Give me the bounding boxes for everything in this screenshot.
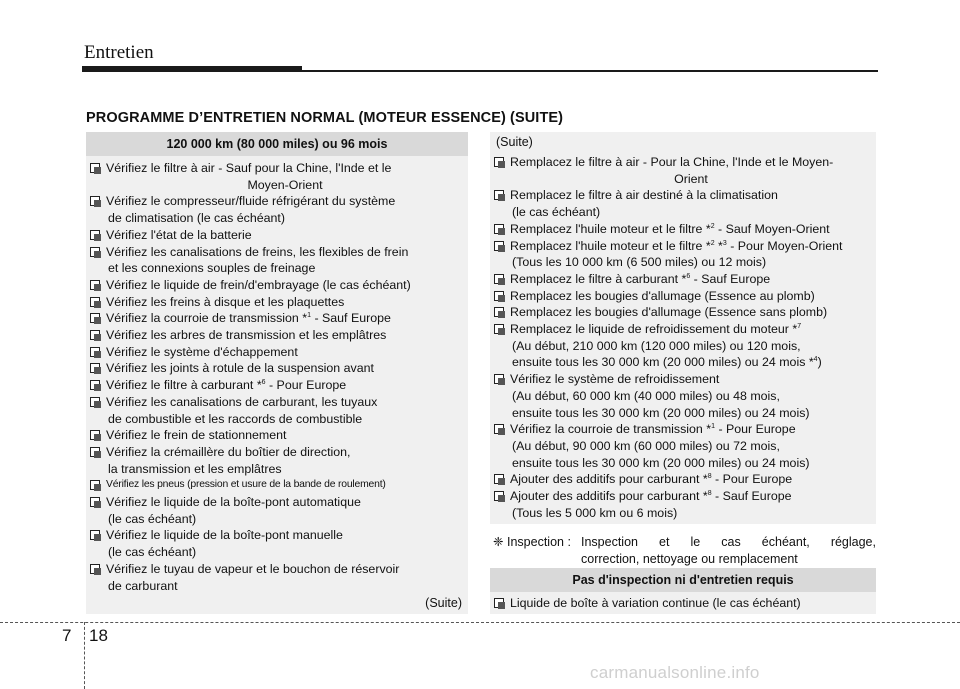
item-text: Vérifiez le tuyau de vapeur et le bouchon de réservoir <box>106 561 400 576</box>
footnote-label: Inspection : <box>507 535 571 549</box>
checkbox-icon <box>494 274 504 284</box>
item-line-1 <box>510 322 801 336</box>
item-text: ensuite tous les 30 000 km (20 000 miles) ou 24 mois) <box>512 455 810 470</box>
item-text: Vérifiez les canalisations de carburant, les tuyaux <box>106 394 378 409</box>
footnote-ref: 6 <box>261 379 266 387</box>
footnote-mark-icon: ❈ <box>493 535 504 549</box>
checkbox-icon <box>494 598 504 608</box>
item-text: Vérifiez la crémaillère du boîtier de direction, <box>106 444 351 459</box>
item-line-1 <box>106 445 351 459</box>
checkbox-icon <box>90 430 100 440</box>
checklist-item <box>90 310 464 327</box>
checkbox-icon <box>494 190 504 200</box>
item-text: Remplacez le liquide de refroidissement du moteur * <box>510 322 798 337</box>
section-title: PROGRAMME D’ENTRETIEN NORMAL (MOTEUR ESSENCE) (SUITE) <box>86 110 564 126</box>
item-text: - Sauf Europe <box>311 311 391 326</box>
checklist-item <box>90 277 464 294</box>
item-text: - Pour Moyen-Orient <box>726 238 843 253</box>
item-line-1 <box>106 194 395 208</box>
checkbox-icon <box>90 480 100 490</box>
item-text: Ajouter des additifs pour carburant * <box>510 489 708 504</box>
item-text: Vérifiez les joints à rotule de la suspension avant <box>106 361 374 376</box>
item-text: ensuite tous les 30 000 km (20 000 miles) ou 24 mois) <box>512 405 810 420</box>
item-line-1 <box>510 155 833 169</box>
checkbox-icon <box>494 474 504 484</box>
footnote-ref: 2 <box>710 239 715 247</box>
item-line-1 <box>510 489 792 503</box>
checklist-item <box>494 371 872 421</box>
item-line-3 <box>510 354 872 371</box>
item-text: - Pour Europe <box>711 472 793 487</box>
item-line-1 <box>106 428 286 442</box>
checkbox-icon <box>90 347 100 357</box>
item-line-1 <box>106 479 386 490</box>
item-line-1 <box>106 395 377 409</box>
right-panel <box>490 132 876 524</box>
checkbox-icon <box>90 380 100 390</box>
watermark: carmanualsonline.info <box>590 663 760 682</box>
checkbox-icon <box>494 157 504 167</box>
checkbox-icon <box>90 163 100 173</box>
checklist-item <box>494 288 872 305</box>
checklist-item <box>90 227 464 244</box>
left-checklist <box>86 156 468 594</box>
item-text: ) <box>817 355 822 370</box>
left-panel-heading: 120 000 km (80 000 miles) ou 96 mois <box>86 132 468 156</box>
checklist-item <box>90 377 464 394</box>
item-line-2: (le cas échéant) <box>108 511 197 526</box>
item-text: Vérifiez les canalisations de freins, les flexibles de frein <box>106 244 409 259</box>
checkbox-icon <box>90 564 100 574</box>
checkbox-icon <box>90 247 100 257</box>
item-text: Remplacez les bougies d'allumage (Essence sans plomb) <box>510 305 828 320</box>
item-line-1 <box>106 228 252 242</box>
item-line-2: de carburant <box>108 578 178 593</box>
item-text: Vérifiez la courroie de transmission * <box>510 422 712 437</box>
checklist-item <box>494 595 872 612</box>
item-line-2: (Tous les 5 000 km ou 6 mois) <box>512 505 678 520</box>
item-line-1 <box>106 378 346 392</box>
item-text: * <box>714 238 723 253</box>
item-text: Remplacez le filtre à carburant * <box>510 271 687 286</box>
item-text: Vérifiez les pneus (pression et usure de la bande de roulement) <box>106 479 386 491</box>
item-text: Vérifiez le liquide de la boîte-pont automatique <box>106 495 361 510</box>
header-rule-thin <box>300 70 878 72</box>
checkbox-icon <box>494 491 504 501</box>
checkbox-icon <box>90 530 100 540</box>
checkbox-icon <box>90 497 100 507</box>
item-line-2: Orient <box>674 171 708 186</box>
checklist-item <box>494 154 872 187</box>
footnote-ref: 1 <box>307 312 311 320</box>
item-text: Vérifiez l'état de la batterie <box>106 227 252 242</box>
checkbox-icon <box>90 363 100 373</box>
left-panel <box>86 132 468 614</box>
checklist-item <box>90 360 464 377</box>
checklist-item <box>90 327 464 344</box>
checklist-item <box>90 494 464 527</box>
item-text: - Pour Europe <box>265 378 347 393</box>
item-line-1 <box>106 245 408 259</box>
item-line-2: de combustible et les raccords de combustible <box>108 411 363 426</box>
footer-dashed-divider <box>84 622 85 689</box>
checkbox-icon <box>494 424 504 434</box>
checklist-item <box>90 244 464 277</box>
checklist-item <box>494 304 872 321</box>
checklist-item <box>90 427 464 444</box>
item-text: Vérifiez le compresseur/fluide réfrigérant du système <box>106 194 396 209</box>
footnote-ref: 4 <box>813 356 818 364</box>
checklist-item <box>494 238 872 271</box>
header-rule-thick <box>82 66 302 72</box>
footnote-ref: 8 <box>707 473 712 481</box>
checkbox-icon <box>90 196 100 206</box>
checkbox-icon <box>90 313 100 323</box>
item-line-2: (le cas échéant) <box>512 205 601 220</box>
item-line-1 <box>510 372 719 386</box>
checkbox-icon <box>494 374 504 384</box>
checklist-item <box>90 561 464 594</box>
no-inspection-checklist <box>490 592 876 612</box>
checkbox-icon <box>494 291 504 301</box>
item-line-1 <box>510 596 801 610</box>
item-text: - Sauf Europe <box>711 489 792 504</box>
item-text: Vérifiez le système d'échappement <box>106 344 298 359</box>
item-line-3 <box>510 455 872 472</box>
header-title: Entretien <box>84 42 154 63</box>
checklist-item <box>90 444 464 477</box>
checklist-item <box>494 488 872 521</box>
footer-dashed-rule <box>0 622 960 623</box>
checkbox-icon <box>494 324 504 334</box>
item-text: Ajouter des additifs pour carburant * <box>510 472 708 487</box>
checkbox-icon <box>494 307 504 317</box>
checklist-item <box>494 187 872 220</box>
item-line-1 <box>106 562 399 576</box>
footnote-ref: 1 <box>711 423 715 431</box>
item-line-2: Moyen-Orient <box>247 177 323 192</box>
item-line-1 <box>106 345 298 359</box>
item-line-1 <box>106 295 344 309</box>
suite-label-bottom: (Suite) <box>425 596 462 610</box>
item-line-1 <box>510 472 792 486</box>
item-line-2: (le cas échéant) <box>108 545 197 560</box>
checklist-item <box>90 527 464 560</box>
checklist-item <box>494 321 872 371</box>
item-text: Vérifiez la courroie de transmission * <box>106 311 308 326</box>
item-line-1 <box>106 161 391 175</box>
item-text: Vérifiez le liquide de frein/d'embrayage (le cas échéant) <box>106 277 411 292</box>
footnote-ref: 7 <box>797 323 802 331</box>
item-line-2: (Au début, 90 000 km (60 000 miles) ou 72 mois, <box>512 438 780 453</box>
footnote-ref: 3 <box>722 239 727 247</box>
checklist-item <box>90 394 464 427</box>
item-line-1 <box>106 311 391 325</box>
footnote-ref: 8 <box>707 490 712 498</box>
chapter-number: 7 <box>62 626 72 645</box>
item-line-2: (Au début, 210 000 km (120 000 miles) ou 120 mois, <box>512 338 801 353</box>
checklist-item <box>90 344 464 361</box>
item-line-1 <box>510 222 830 236</box>
item-text: Remplacez le filtre à air destiné à la climatisation <box>510 188 778 203</box>
item-line-1 <box>106 495 361 509</box>
item-line-2: (Tous les 10 000 km (6 500 miles) ou 12 mois) <box>512 255 767 270</box>
item-text: Remplacez l'huile moteur et le filtre * <box>510 238 711 253</box>
checklist-item <box>90 160 464 193</box>
no-inspection-heading: Pas d'inspection ni d'entretien requis <box>490 568 876 592</box>
item-line-1 <box>510 188 778 202</box>
item-line-1 <box>106 361 374 375</box>
item-line-2: (Au début, 60 000 km (40 000 miles) ou 48 mois, <box>512 388 780 403</box>
checkbox-icon <box>90 230 100 240</box>
item-line-1 <box>510 305 827 319</box>
item-text: - Sauf Moyen-Orient <box>714 221 830 236</box>
checklist-item <box>494 271 872 288</box>
checkbox-icon <box>494 241 504 251</box>
item-line-1 <box>106 278 411 292</box>
item-text: Vérifiez le filtre à carburant * <box>106 378 262 393</box>
footnote-line-2: correction, nettoyage ou remplacement <box>581 552 798 566</box>
item-line-1 <box>106 528 343 542</box>
right-checklist <box>490 154 876 521</box>
checklist-item <box>90 477 464 494</box>
item-text: - Pour Europe <box>715 422 796 437</box>
item-line-3 <box>510 405 872 422</box>
checkbox-icon <box>90 447 100 457</box>
checklist-item <box>90 193 464 226</box>
item-text: Liquide de boîte à variation continue (le cas échéant) <box>510 596 801 610</box>
no-inspection-panel <box>490 568 876 614</box>
checkbox-icon <box>90 280 100 290</box>
item-line-1 <box>510 289 815 303</box>
item-text: Vérifiez les arbres de transmission et les emplâtres <box>106 328 387 343</box>
checkbox-icon <box>90 297 100 307</box>
inspection-footnote <box>493 534 876 568</box>
item-text: Remplacez les bougies d'allumage (Essence au plomb) <box>510 288 815 303</box>
checklist-item <box>494 471 872 488</box>
checklist-item <box>494 421 872 471</box>
item-text: Vérifiez le système de refroidissement <box>510 372 720 387</box>
item-text: Remplacez le filtre à air - Pour la Chine, l'Inde et le Moyen- <box>510 155 834 169</box>
checkbox-icon <box>90 330 100 340</box>
item-text: Vérifiez le liquide de la boîte-pont manuelle <box>106 528 343 543</box>
checklist-item <box>494 221 872 238</box>
checklist-item <box>90 294 464 311</box>
footnote-line-1: Inspection et le cas échéant, réglage, <box>581 535 876 549</box>
item-text: Vérifiez les freins à disque et les plaquettes <box>106 294 345 309</box>
checkbox-icon <box>494 224 504 234</box>
item-line-1 <box>510 272 770 286</box>
item-line-1 <box>510 239 842 253</box>
suite-label-top: (Suite) <box>490 132 876 154</box>
item-text: Vérifiez le filtre à air - Sauf pour la Chine, l'Inde et le <box>106 161 392 175</box>
footnote-ref: 6 <box>686 272 691 280</box>
item-line-2: la transmission et les emplâtres <box>108 461 282 476</box>
item-line-1 <box>510 422 796 436</box>
footnote-ref: 2 <box>710 222 715 230</box>
item-text: Remplacez l'huile moteur et le filtre * <box>510 221 711 236</box>
item-text: Vérifiez le frein de stationnement <box>106 428 287 443</box>
item-line-2: et les connexions souples de freinage <box>108 261 316 276</box>
item-line-1 <box>106 328 386 342</box>
page-number: 18 <box>89 626 108 645</box>
checkbox-icon <box>90 397 100 407</box>
item-text: - Sauf Europe <box>690 271 771 286</box>
item-line-2: de climatisation (le cas échéant) <box>108 211 285 226</box>
item-text: ensuite tous les 30 000 km (20 000 miles) ou 24 mois * <box>512 355 814 370</box>
